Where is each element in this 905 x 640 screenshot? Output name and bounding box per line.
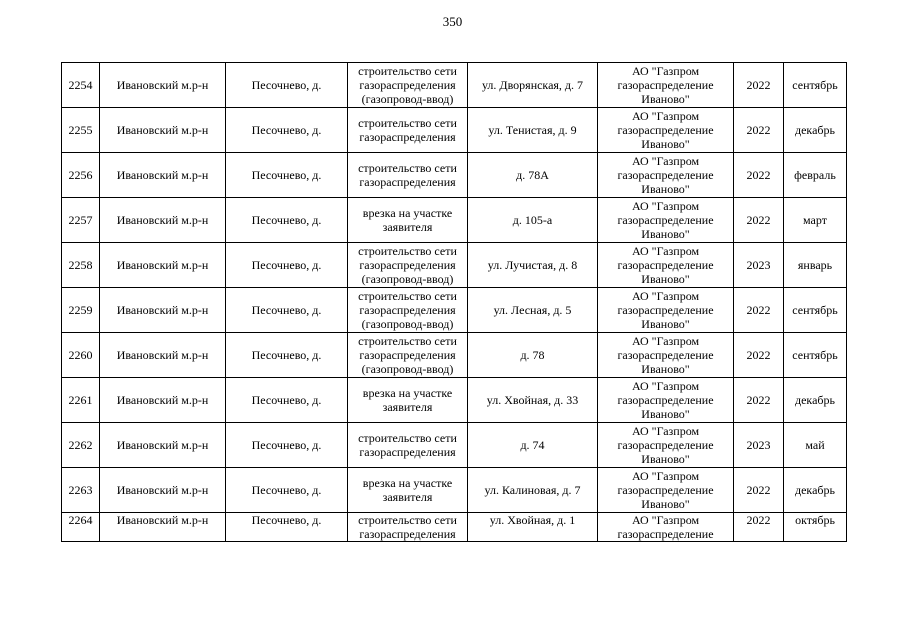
district-cell: Ивановский м.р-н [100, 468, 226, 513]
settlement-cell: Песочнево, д. [226, 333, 348, 378]
address-cell: д. 78 [468, 333, 598, 378]
district-cell: Ивановский м.р-н [100, 378, 226, 423]
address-cell: д. 105-а [468, 198, 598, 243]
address-cell: д. 74 [468, 423, 598, 468]
table-row [62, 423, 847, 468]
row-number-cell: 2263 [62, 468, 100, 513]
work-type-cell: строительство сети газораспределения [348, 513, 468, 542]
table-row [62, 108, 847, 153]
month-cell: март [784, 198, 847, 243]
settlement-cell: Песочнево, д. [226, 198, 348, 243]
address-cell: ул. Калиновая, д. 7 [468, 468, 598, 513]
month-cell: сентябрь [784, 288, 847, 333]
work-type-cell: строительство сети газораспределения [348, 153, 468, 198]
year-cell: 2022 [734, 378, 784, 423]
district-cell: Ивановский м.р-н [100, 63, 226, 108]
settlement-cell: Песочнево, д. [226, 63, 348, 108]
year-cell: 2022 [734, 288, 784, 333]
month-cell: сентябрь [784, 63, 847, 108]
settlement-cell: Песочнево, д. [226, 378, 348, 423]
address-cell: ул. Лучистая, д. 8 [468, 243, 598, 288]
row-number-cell: 2258 [62, 243, 100, 288]
month-cell: сентябрь [784, 333, 847, 378]
table-row [62, 288, 847, 333]
work-type-cell: строительство сети газораспределения (газопровод-ввод) [348, 288, 468, 333]
settlement-cell: Песочнево, д. [226, 108, 348, 153]
month-cell: февраль [784, 153, 847, 198]
row-number-cell: 2264 [62, 513, 100, 542]
row-number-cell: 2254 [62, 63, 100, 108]
work-type-cell: строительство сети газораспределения [348, 108, 468, 153]
row-number-cell: 2262 [62, 423, 100, 468]
table-row [62, 63, 847, 108]
work-type-cell: строительство сети газораспределения (газопровод-ввод) [348, 63, 468, 108]
year-cell: 2022 [734, 63, 784, 108]
district-cell: Ивановский м.р-н [100, 243, 226, 288]
district-cell: Ивановский м.р-н [100, 513, 226, 542]
row-number-cell: 2257 [62, 198, 100, 243]
organization-cell: АО "Газпром газораспределение Иваново" [598, 108, 734, 153]
settlement-cell: Песочнево, д. [226, 468, 348, 513]
table-row [62, 243, 847, 288]
month-cell: декабрь [784, 468, 847, 513]
district-cell: Ивановский м.р-н [100, 423, 226, 468]
table-row [62, 153, 847, 198]
work-type-cell: врезка на участке заявителя [348, 378, 468, 423]
year-cell: 2022 [734, 198, 784, 243]
organization-cell: АО "Газпром газораспределение Иваново" [598, 63, 734, 108]
settlement-cell: Песочнево, д. [226, 513, 348, 542]
month-cell: декабрь [784, 378, 847, 423]
organization-cell: АО "Газпром газораспределение Иваново" [598, 468, 734, 513]
work-type-cell: строительство сети газораспределения (газопровод-ввод) [348, 243, 468, 288]
district-cell: Ивановский м.р-н [100, 108, 226, 153]
table-row [62, 198, 847, 243]
settlement-cell: Песочнево, д. [226, 423, 348, 468]
year-cell: 2023 [734, 423, 784, 468]
table-row [62, 513, 847, 542]
organization-cell: АО "Газпром газораспределение Иваново" [598, 243, 734, 288]
address-cell: ул. Лесная, д. 5 [468, 288, 598, 333]
address-cell: ул. Хвойная, д. 1 [468, 513, 598, 542]
work-type-cell: строительство сети газораспределения [348, 423, 468, 468]
settlement-cell: Песочнево, д. [226, 288, 348, 333]
address-cell: ул. Хвойная, д. 33 [468, 378, 598, 423]
organization-cell: АО "Газпром газораспределение Иваново" [598, 333, 734, 378]
work-type-cell: врезка на участке заявителя [348, 468, 468, 513]
row-number-cell: 2255 [62, 108, 100, 153]
table-row [62, 468, 847, 513]
district-cell: Ивановский м.р-н [100, 198, 226, 243]
year-cell: 2023 [734, 243, 784, 288]
organization-cell: АО "Газпром газораспределение Иваново" [598, 198, 734, 243]
organization-cell: АО "Газпром газораспределение Иваново" [598, 153, 734, 198]
year-cell: 2022 [734, 333, 784, 378]
work-type-cell: строительство сети газораспределения (газопровод-ввод) [348, 333, 468, 378]
organization-cell: АО "Газпром газораспределение [598, 513, 734, 542]
gas-connection-table [61, 62, 847, 542]
district-cell: Ивановский м.р-н [100, 288, 226, 333]
address-cell: ул. Тенистая, д. 9 [468, 108, 598, 153]
organization-cell: АО "Газпром газораспределение Иваново" [598, 288, 734, 333]
row-number-cell: 2256 [62, 153, 100, 198]
settlement-cell: Песочнево, д. [226, 153, 348, 198]
year-cell: 2022 [734, 468, 784, 513]
table-row [62, 378, 847, 423]
district-cell: Ивановский м.р-н [100, 153, 226, 198]
month-cell: декабрь [784, 108, 847, 153]
row-number-cell: 2260 [62, 333, 100, 378]
address-cell: д. 78А [468, 153, 598, 198]
month-cell: май [784, 423, 847, 468]
row-number-cell: 2259 [62, 288, 100, 333]
month-cell: январь [784, 243, 847, 288]
year-cell: 2022 [734, 108, 784, 153]
settlement-cell: Песочнево, д. [226, 243, 348, 288]
row-number-cell: 2261 [62, 378, 100, 423]
work-type-cell: врезка на участке заявителя [348, 198, 468, 243]
table-row [62, 333, 847, 378]
organization-cell: АО "Газпром газораспределение Иваново" [598, 378, 734, 423]
page-number: 350 [442, 14, 463, 29]
year-cell: 2022 [734, 513, 784, 542]
address-cell: ул. Дворянская, д. 7 [468, 63, 598, 108]
organization-cell: АО "Газпром газораспределение Иваново" [598, 423, 734, 468]
district-cell: Ивановский м.р-н [100, 333, 226, 378]
year-cell: 2022 [734, 153, 784, 198]
month-cell: октябрь [784, 513, 847, 542]
